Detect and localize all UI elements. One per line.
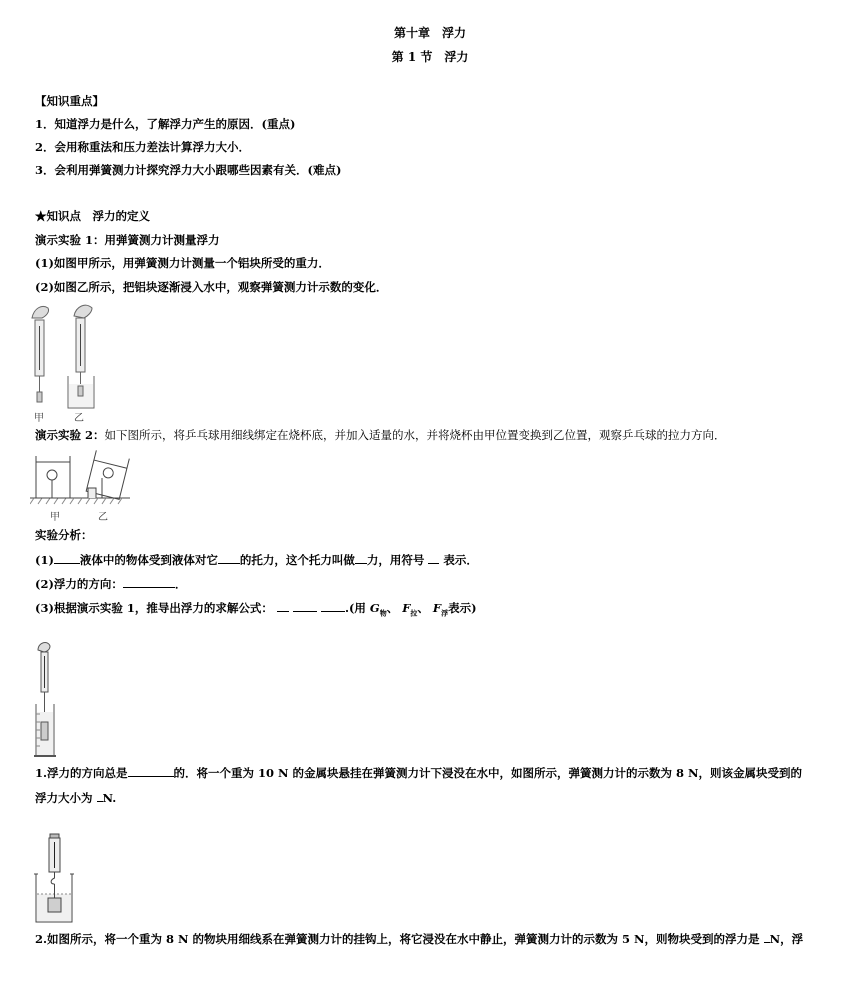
problem2-figure bbox=[32, 832, 78, 926]
exp2-figure bbox=[30, 448, 134, 506]
knowledge-header: 【知识重点】 bbox=[35, 94, 104, 108]
analysis-title: 实验分析： bbox=[35, 528, 93, 542]
exp2-label-b: 乙 bbox=[98, 512, 108, 523]
q3-sep-2: 、 bbox=[417, 601, 429, 615]
q1-text-1: 液体中的物体受到液体对它 bbox=[79, 553, 218, 567]
exp2-paragraph bbox=[35, 427, 726, 443]
q1-blank-1[interactable] bbox=[54, 551, 80, 564]
exp1-label-b: 乙 bbox=[74, 413, 84, 424]
symbol-G: G bbox=[369, 601, 380, 615]
q3-blank-1[interactable] bbox=[277, 599, 289, 612]
problem1-figure bbox=[30, 638, 62, 760]
problem1-line2 bbox=[35, 789, 116, 806]
key-point-1: 1．知道浮力是什么，了解浮力产生的原因．(重点) bbox=[35, 117, 296, 131]
p1-blank-1[interactable] bbox=[128, 764, 174, 777]
problem1-line1 bbox=[35, 764, 802, 781]
q1-blank-2[interactable] bbox=[218, 551, 240, 564]
p1-text-2: 的．将一个重为 10 N 的金属块悬挂在弹簧测力计下浸没在水中，如图所示，弹簧测力计的示数为 8 N，则该金属块受到的 bbox=[173, 766, 803, 780]
symbol-F-buoy-sub: 浮 bbox=[441, 608, 449, 618]
q1-number: (1) bbox=[35, 553, 54, 567]
q1-text-3: 力，用符号 bbox=[366, 553, 425, 567]
exp1-title: 演示实验 1：用弹簧测力计测量浮力 bbox=[35, 233, 220, 247]
exp1-step1: (1)如图甲所示，用弹簧测力计测量一个铝块所受的重力． bbox=[35, 256, 330, 270]
exp2-label-a: 甲 bbox=[50, 512, 60, 523]
q3-close: 表示) bbox=[448, 601, 477, 615]
key-point-3: 3．会利用弹簧测力计探究浮力大小跟哪些因素有关．(难点) bbox=[35, 163, 342, 177]
knowledge-point-title: ★知识点 浮力的定义 bbox=[35, 209, 150, 223]
analysis-q2 bbox=[35, 575, 186, 592]
exp2-text: 如下图所示，将乒乓球用细线绑定在烧杯底，并加入适量的水，并将烧杯由甲位置变换到乙位置，观察乒乓球的拉力方向． bbox=[104, 428, 726, 442]
q2-text: (2)浮力的方向： bbox=[35, 577, 123, 591]
q3-text: (3)根据演示实验 1，推导出浮力的求解公式： bbox=[35, 601, 273, 615]
q3-open: .(用 bbox=[344, 601, 370, 615]
exp2-title: 演示实验 2： bbox=[35, 428, 105, 442]
q2-end: ． bbox=[174, 577, 187, 591]
p1-text-1: 1.浮力的方向总是 bbox=[35, 766, 128, 780]
p2-text-1: 2.如图所示，将一个重为 8 N 的物块用细线系在弹簧测力计的挂钩上，将它浸没在水中静止，弹簧测力计的示数为 5 N，则物块受到的浮力是 bbox=[35, 932, 764, 946]
exp1-label-a: 甲 bbox=[34, 413, 44, 424]
analysis-q1 bbox=[35, 551, 478, 568]
q3-sep-1: 、 bbox=[386, 601, 399, 615]
exp1-step2: (2)如图乙所示，把铝块逐渐浸入水中，观察弹簧测力计示数的变化． bbox=[35, 280, 388, 294]
analysis-q3 bbox=[35, 599, 477, 621]
q3-blank-3[interactable] bbox=[321, 599, 345, 612]
p1-text-3: 浮力大小为 bbox=[35, 791, 97, 805]
symbol-G-sub: 物 bbox=[379, 608, 387, 618]
q1-blank-3[interactable] bbox=[355, 551, 367, 564]
symbol-F-buoy: F bbox=[432, 601, 442, 615]
chapter-title: 第十章 浮力 bbox=[393, 26, 466, 40]
symbol-F-pull: F bbox=[402, 601, 411, 615]
key-point-2: 2．会用称重法和压力差法计算浮力大小． bbox=[35, 140, 250, 154]
q1-text-4: 表示． bbox=[443, 553, 478, 567]
exp1-figure bbox=[28, 300, 108, 418]
q2-blank[interactable] bbox=[123, 575, 175, 588]
problem2-line1 bbox=[35, 930, 803, 947]
p1-text-4: N. bbox=[102, 791, 117, 805]
p2-text-2: N，浮 bbox=[769, 932, 804, 946]
q1-blank-4[interactable] bbox=[428, 551, 439, 564]
q3-blank-2[interactable] bbox=[293, 599, 317, 612]
section-title: 第 1 节 浮力 bbox=[391, 50, 469, 64]
symbol-F-pull-sub: 拉 bbox=[410, 608, 418, 618]
q1-text-2: 的托力，这个托力叫做 bbox=[239, 553, 355, 567]
